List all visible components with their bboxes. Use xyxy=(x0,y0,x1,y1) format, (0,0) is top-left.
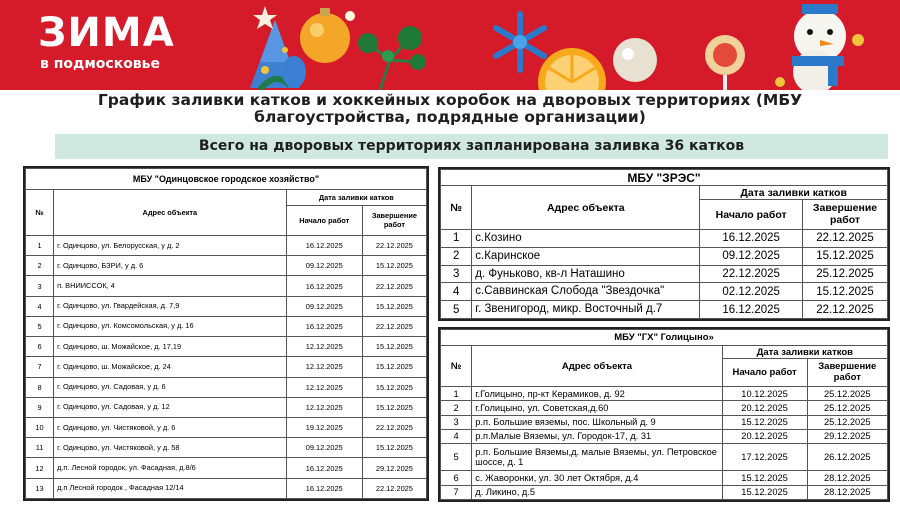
row-end-date: 15.12.2025 xyxy=(362,296,426,316)
row-number: 2 xyxy=(26,256,54,276)
row-number: 5 xyxy=(441,301,472,319)
header-start: Начало работ xyxy=(286,206,362,236)
table-row xyxy=(441,485,888,499)
row-address: г. Звенигород, микр. Восточный д.7 xyxy=(472,301,700,319)
row-end-date: 15.12.2025 xyxy=(362,357,426,377)
row-number: 3 xyxy=(441,265,472,283)
row-start-date: 16.12.2025 xyxy=(286,276,362,296)
table-row xyxy=(26,337,427,357)
row-address: г. Одинцово, ул. Белорусская, у д. 2 xyxy=(54,236,287,256)
row-address: с.Козино xyxy=(472,230,700,248)
row-number: 5 xyxy=(441,444,472,471)
row-start-date: 15.12.2025 xyxy=(722,471,807,485)
row-address: д.п Лесной городок , Фасадная 12/14 xyxy=(54,478,287,498)
table-row xyxy=(26,438,427,458)
header-date-group: Дата заливки катков xyxy=(286,190,426,206)
ornament-ball-icon xyxy=(613,38,657,82)
row-address: п. ВНИИССОК, 4 xyxy=(54,276,287,296)
row-end-date: 15.12.2025 xyxy=(362,337,426,357)
table-caption: МБУ "ЗРЭС" xyxy=(441,170,888,186)
row-start-date: 12.12.2025 xyxy=(286,377,362,397)
table-odintsovo xyxy=(23,166,429,501)
row-address: д. Фуньково, кв-л Наташино xyxy=(472,265,700,283)
header-end: Завершение работ xyxy=(807,359,887,387)
table-body xyxy=(441,230,888,319)
table-body xyxy=(441,387,888,500)
row-address: р.п. Большие Вяземы,д. малые Вяземы, ул. Петровское шоссе, д. 1 xyxy=(472,444,722,471)
header-end: Завершение работ xyxy=(803,200,888,230)
green-berries-icon xyxy=(358,26,426,90)
table-row xyxy=(441,401,888,415)
row-end-date: 22.12.2025 xyxy=(362,478,426,498)
row-start-date: 19.12.2025 xyxy=(286,417,362,437)
table-row xyxy=(26,397,427,417)
row-address: г. Одинцово, ул. Комсомольская, у д. 16 xyxy=(54,316,287,336)
row-number: 7 xyxy=(441,485,472,499)
table-row xyxy=(26,236,427,256)
table-row xyxy=(441,230,888,248)
row-number: 7 xyxy=(26,357,54,377)
row-start-date: 02.12.2025 xyxy=(700,283,803,301)
row-end-date: 22.12.2025 xyxy=(362,276,426,296)
table-row xyxy=(26,256,427,276)
row-end-date: 22.12.2025 xyxy=(803,230,888,248)
table-row xyxy=(26,316,427,336)
row-address: с. Жаворонки, ул. 30 лет Октября, д.4 xyxy=(472,471,722,485)
summary-banner: Всего на дворовых территориях запланирована заливка 36 катков xyxy=(55,134,888,159)
table-row xyxy=(441,265,888,283)
orange-ornament-icon xyxy=(300,8,355,63)
row-start-date: 12.12.2025 xyxy=(286,337,362,357)
row-number: 1 xyxy=(441,230,472,248)
row-end-date: 28.12.2025 xyxy=(807,485,887,499)
table-row xyxy=(441,444,888,471)
row-end-date: 15.12.2025 xyxy=(803,247,888,265)
table-row xyxy=(441,471,888,485)
row-end-date: 25.12.2025 xyxy=(807,387,887,401)
table-row xyxy=(26,458,427,478)
row-number: 6 xyxy=(441,471,472,485)
row-start-date: 16.12.2025 xyxy=(286,236,362,256)
row-number: 5 xyxy=(26,316,54,336)
row-start-date: 15.12.2025 xyxy=(722,415,807,429)
row-address: г. Одинцово, ул. Чистяковой, у д. 58 xyxy=(54,438,287,458)
row-address: г. Одинцово, ул. Чистяковой, у д. 6 xyxy=(54,417,287,437)
orange-slice-icon xyxy=(538,48,606,90)
row-end-date: 22.12.2025 xyxy=(362,316,426,336)
row-end-date: 25.12.2025 xyxy=(807,401,887,415)
row-number: 9 xyxy=(26,397,54,417)
row-start-date: 09.12.2025 xyxy=(700,247,803,265)
row-end-date: 22.12.2025 xyxy=(362,236,426,256)
row-address: д. Ликино, д.5 xyxy=(472,485,722,499)
row-start-date: 20.12.2025 xyxy=(722,429,807,443)
table-body xyxy=(26,236,427,499)
row-end-date: 22.12.2025 xyxy=(362,417,426,437)
row-end-date: 15.12.2025 xyxy=(362,438,426,458)
table-row xyxy=(441,301,888,319)
row-number: 3 xyxy=(441,415,472,429)
header-start: Начало работ xyxy=(722,359,807,387)
table-row xyxy=(26,276,427,296)
table-row xyxy=(441,387,888,401)
row-start-date: 17.12.2025 xyxy=(722,444,807,471)
row-address: с.Саввинская Слобода "Звездочка" xyxy=(472,283,700,301)
row-start-date: 16.12.2025 xyxy=(286,478,362,498)
row-number: 2 xyxy=(441,247,472,265)
row-end-date: 29.12.2025 xyxy=(362,458,426,478)
row-address: с.Каринское xyxy=(472,247,700,265)
row-end-date: 15.12.2025 xyxy=(362,256,426,276)
header-num: № xyxy=(441,186,472,230)
row-address: д.п. Лесной городок, ул. Фасадная, д.8/6 xyxy=(54,458,287,478)
row-number: 1 xyxy=(441,387,472,401)
row-address: г. Одинцово, ул. Садовая, у д. 12 xyxy=(54,397,287,417)
table-row xyxy=(26,417,427,437)
header-address: Адрес объекта xyxy=(54,190,287,236)
row-number: 13 xyxy=(26,478,54,498)
header-start: Начало работ xyxy=(700,200,803,230)
row-address: г.Голицыно, ул. Советская,д.60 xyxy=(472,401,722,415)
table-golitsyno xyxy=(438,327,890,502)
row-start-date: 16.12.2025 xyxy=(286,316,362,336)
header-num: № xyxy=(441,346,472,387)
row-address: г. Одинцово, ул. Гвардейская, д. 7,9 xyxy=(54,296,287,316)
logo-title: ЗИМА xyxy=(38,10,175,56)
table-row xyxy=(26,377,427,397)
table-caption: МБУ "ГХ" Голицыно» xyxy=(441,330,888,346)
row-start-date: 12.12.2025 xyxy=(286,357,362,377)
table-row xyxy=(441,247,888,265)
row-end-date: 28.12.2025 xyxy=(807,471,887,485)
table-row xyxy=(441,429,888,443)
row-number: 4 xyxy=(441,283,472,301)
header-address: Адрес объекта xyxy=(472,346,722,387)
row-address: р.п.Малые Вяземы, ул. Городок-17, д. 31 xyxy=(472,429,722,443)
header-end: Завершение работ xyxy=(362,206,426,236)
snowflake-icon xyxy=(496,14,544,70)
row-address: г. Одинцово, ул. Садовая, у д. 6 xyxy=(54,377,287,397)
row-end-date: 15.12.2025 xyxy=(803,283,888,301)
row-number: 6 xyxy=(26,337,54,357)
row-start-date: 16.12.2025 xyxy=(286,458,362,478)
row-start-date: 16.12.2025 xyxy=(700,301,803,319)
row-address: р.п. Большие вяземы, пос. Школьный д. 9 xyxy=(472,415,722,429)
snowman-icon xyxy=(775,4,864,90)
table-row xyxy=(441,415,888,429)
row-number: 4 xyxy=(26,296,54,316)
header-address: Адрес объекта xyxy=(472,186,700,230)
row-start-date: 12.12.2025 xyxy=(286,397,362,417)
header-date-group: Дата заливки катков xyxy=(722,346,887,359)
table-row xyxy=(441,283,888,301)
header-date-group: Дата заливки катков xyxy=(700,186,888,200)
page-title: График заливки катков и хоккейных коробок на дворовых территориях (МБУ благоустройства, подрядные организации) xyxy=(97,91,803,126)
row-start-date: 15.12.2025 xyxy=(722,485,807,499)
row-start-date: 22.12.2025 xyxy=(700,265,803,283)
row-address: г. Одинцово, ш. Можайское, д. 24 xyxy=(54,357,287,377)
table-row xyxy=(26,478,427,498)
table-caption: МБУ "Одинцовское городское хозяйство" xyxy=(26,169,427,190)
row-number: 12 xyxy=(26,458,54,478)
row-start-date: 16.12.2025 xyxy=(700,230,803,248)
row-number: 11 xyxy=(26,438,54,458)
row-number: 1 xyxy=(26,236,54,256)
row-end-date: 26.12.2025 xyxy=(807,444,887,471)
row-address: г. Одинцово, БЗРИ, у д. 6 xyxy=(54,256,287,276)
row-address: г. Одинцово, ш. Можайское, д. 17,19 xyxy=(54,337,287,357)
lollipop-icon xyxy=(705,35,745,90)
row-number: 8 xyxy=(26,377,54,397)
row-start-date: 09.12.2025 xyxy=(286,438,362,458)
row-number: 3 xyxy=(26,276,54,296)
row-start-date: 09.12.2025 xyxy=(286,296,362,316)
table-row xyxy=(26,296,427,316)
row-number: 2 xyxy=(441,401,472,415)
row-end-date: 29.12.2025 xyxy=(807,429,887,443)
row-end-date: 25.12.2025 xyxy=(803,265,888,283)
row-start-date: 10.12.2025 xyxy=(722,387,807,401)
header-num: № xyxy=(26,190,54,236)
header-banner xyxy=(0,0,900,90)
row-end-date: 15.12.2025 xyxy=(362,377,426,397)
row-end-date: 25.12.2025 xyxy=(807,415,887,429)
row-end-date: 15.12.2025 xyxy=(362,397,426,417)
logo-subtitle: в подмосковье xyxy=(40,56,161,72)
row-end-date: 22.12.2025 xyxy=(803,301,888,319)
row-number: 4 xyxy=(441,429,472,443)
row-address: г.Голицыно, пр-кт Керамиков, д. 92 xyxy=(472,387,722,401)
row-start-date: 09.12.2025 xyxy=(286,256,362,276)
winter-decorations-illustration xyxy=(220,0,900,90)
table-row xyxy=(26,357,427,377)
table-zres xyxy=(438,167,890,321)
row-number: 10 xyxy=(26,417,54,437)
row-start-date: 20.12.2025 xyxy=(722,401,807,415)
